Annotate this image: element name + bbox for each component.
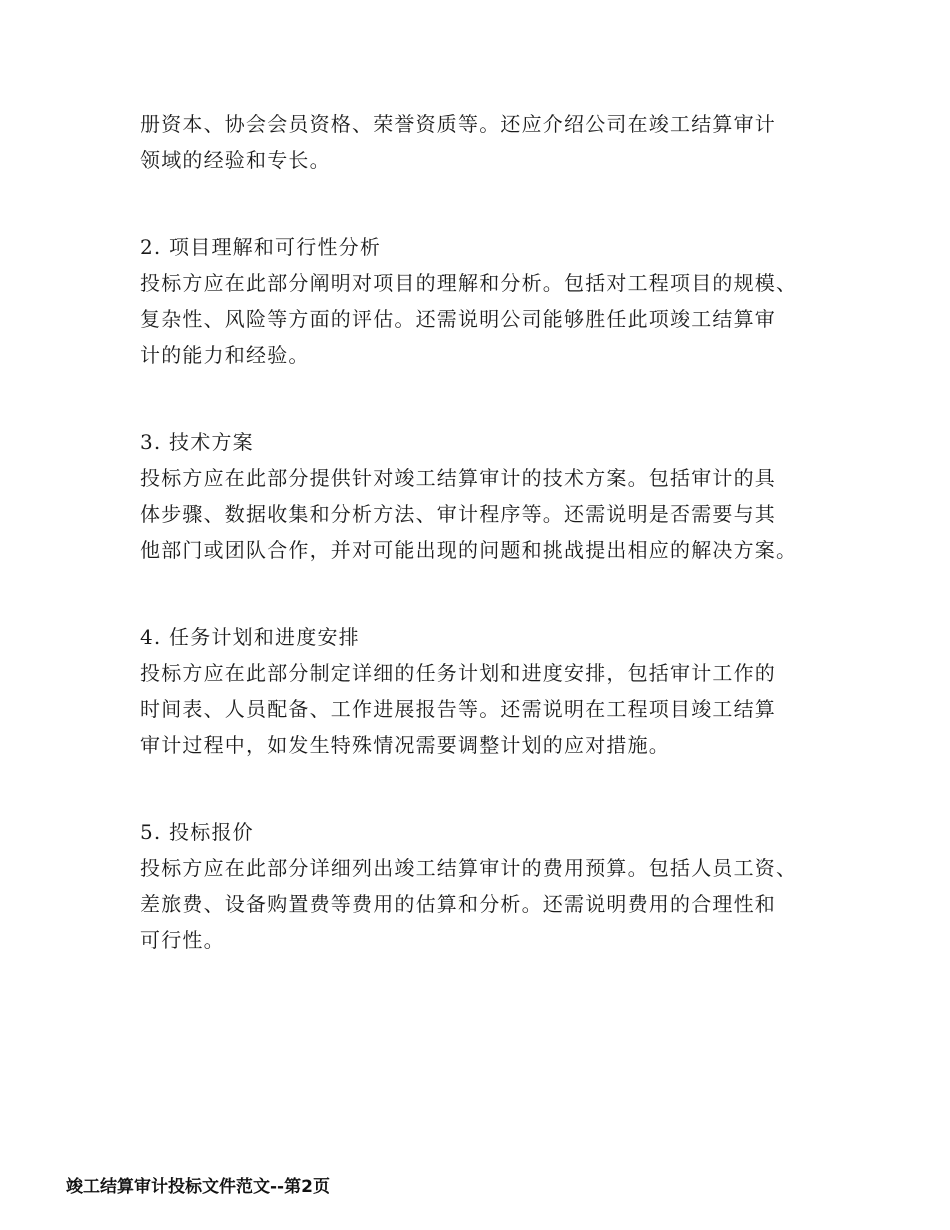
paragraph-line: 时间表、人员配备、工作进展报告等。还需说明在工程项目竣工结算 <box>140 697 776 721</box>
paragraph-line: 领域的经验和专长。 <box>140 148 331 172</box>
section-technical-plan <box>140 424 840 568</box>
section-heading: 4. 任务计划和进度安排 <box>140 625 360 649</box>
paragraph-line: 投标方应在此部分制定详细的任务计划和进度安排，包括审计工作的 <box>140 661 776 685</box>
section-schedule <box>140 619 840 763</box>
paragraph-line: 差旅费、设备购置费等费用的估算和分析。还需说明费用的合理性和 <box>140 892 776 916</box>
section-bid-price <box>140 814 840 958</box>
paragraph-line: 投标方应在此部分详细列出竣工结算审计的费用预算。包括人员工资、 <box>140 856 798 880</box>
paragraph-line: 投标方应在此部分提供针对竣工结算审计的技术方案。包括审计的具 <box>140 466 776 490</box>
paragraph-line: 他部门或团队合作，并对可能出现的问题和挑战提出相应的解决方案。 <box>140 538 798 562</box>
section-gap <box>140 568 840 619</box>
section-gap <box>140 373 840 424</box>
paragraph-line: 册资本、协会会员资格、荣誉资质等。还应介绍公司在竣工结算审计 <box>140 112 776 136</box>
paragraph-line: 复杂性、风险等方面的评估。还需说明公司能够胜任此项竣工结算审 <box>140 307 776 331</box>
paragraph-line: 体步骤、数据收集和分析方法、审计程序等。还需说明是否需要与其 <box>140 502 776 526</box>
section-heading: 2. 项目理解和可行性分析 <box>140 235 382 259</box>
page-footer: 竣工结算审计投标文件范文--第2页 <box>66 1177 330 1197</box>
section-gap <box>140 178 840 229</box>
paragraph-line: 计的能力和经验。 <box>140 343 310 367</box>
section-heading: 3. 技术方案 <box>140 430 254 454</box>
intro-paragraph <box>140 106 840 178</box>
paragraph-line: 投标方应在此部分阐明对项目的理解和分析。包括对工程项目的规模、 <box>140 271 798 295</box>
paragraph-line: 可行性。 <box>140 928 225 952</box>
document-body <box>140 106 840 958</box>
section-heading: 5. 投标报价 <box>140 820 254 844</box>
paragraph-line: 审计过程中，如发生特殊情况需要调整计划的应对措施。 <box>140 733 670 757</box>
section-project-understanding <box>140 229 840 373</box>
section-gap <box>140 763 840 814</box>
